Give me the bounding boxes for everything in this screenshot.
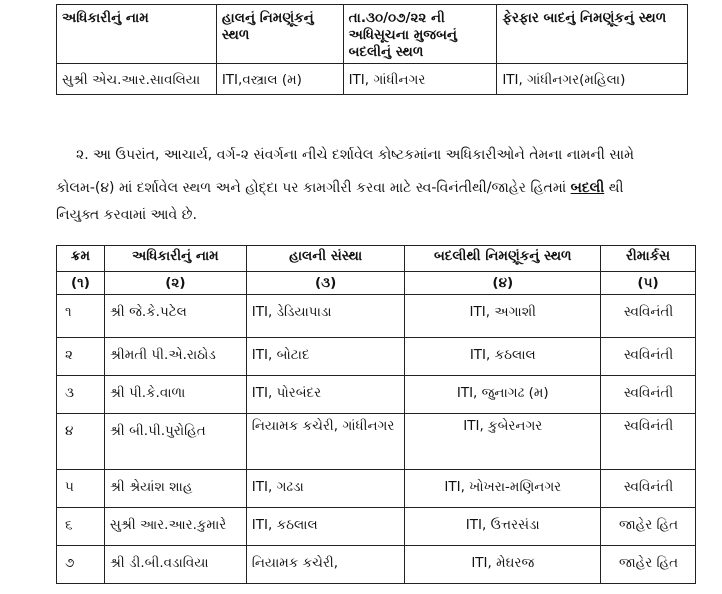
cell-serial: ૩: [57, 376, 105, 414]
cell-serial: ૫: [57, 470, 105, 508]
table-row: [57, 338, 696, 376]
table-row: [57, 376, 696, 414]
header-officer-name: અધિકારીનું નામ: [57, 5, 217, 64]
header-remarks: રીમાર્કસ: [601, 246, 696, 272]
cell-current-institute: ITI, પોરબંદર: [246, 376, 405, 414]
cell-officer-name: સુશ્રી એચ.આર.સાવલિયા: [57, 64, 217, 95]
cell-serial: ૪: [57, 414, 105, 470]
cell-remark: સ્વવિનંતી: [601, 414, 696, 470]
header-current-institute: હાલની સંસ્થા: [246, 246, 405, 272]
cell-serial: ૭: [57, 546, 105, 584]
header-notified-transfer-place: તા.૩૦/૦૭/૨૨ ની અધિસૂચના મુજબનું બદલીનું સ્થળ: [343, 5, 497, 64]
cell-officer-name: શ્રીમતી પી.એ.રાઠોડ: [104, 338, 246, 376]
cell-notified-transfer-place: ITI, ગાંધીનગર: [343, 64, 497, 95]
table-row: [57, 470, 696, 508]
table-row: [57, 414, 696, 470]
cell-current-posting: ITI,વસ્ત્રાલ (મ): [216, 64, 343, 95]
paragraph-line-2: [56, 180, 623, 196]
cell-transfer-place: ITI, મેઘરજ: [405, 546, 601, 584]
cell-remark: જાહેર હિત: [601, 508, 696, 546]
cell-current-institute: નિયામક કચેરી,: [246, 546, 405, 584]
cell-officer-name: શ્રી ડી.બી.વડાવિયા: [104, 546, 246, 584]
table-row: [57, 64, 688, 95]
cell-officer-name: શ્રી પી.કે.વાળા: [104, 376, 246, 414]
header-current-posting: હાલનું નિમણૂંકનું સ્થળ: [216, 5, 343, 64]
table-row: [57, 295, 696, 338]
table-row: [57, 508, 696, 546]
cell-current-institute: ITI, કઠલાલ: [246, 508, 405, 546]
header-serial: ક્રમ: [57, 246, 105, 272]
header-revised-posting: ફેરફાર બાદનું નિમણૂંકનું સ્થળ: [497, 5, 688, 64]
cell-serial: ૨: [57, 338, 105, 376]
header-transfer-place: બદલીથી નિમણૂંકનું સ્થળ: [405, 246, 601, 272]
cell-current-institute: નિયામક કચેરી, ગાંધીનગર: [246, 414, 405, 470]
cell-officer-name: શ્રી બી.પી.પુરોહિત: [104, 414, 246, 470]
header-officer-name: અધિકારીનું નામ: [104, 246, 246, 272]
cell-officer-name: શ્રી જે.કે.પટેલ: [104, 295, 246, 338]
cell-remark: સ્વવિનંતી: [601, 470, 696, 508]
cell-revised-posting: ITI, ગાંધીનગર(મહિલા): [497, 64, 688, 95]
transfer-table: [56, 245, 696, 584]
cell-remark: સ્વવિનંતી: [601, 338, 696, 376]
cell-serial: ૧: [57, 295, 105, 338]
table-header-row: [57, 5, 688, 64]
cell-transfer-place: ITI, જુનાગઢ (મ): [405, 376, 601, 414]
cell-transfer-place: ITI, કુબેરનગર: [405, 414, 601, 470]
cell-current-institute: ITI, ગઢડા: [246, 470, 405, 508]
col-number: (૫): [601, 272, 696, 295]
cell-current-institute: ITI, ડેડિયાપાડા: [246, 295, 405, 338]
col-number: (૧): [57, 272, 105, 295]
cell-transfer-place: ITI, ખોખરા-મણિનગર: [405, 470, 601, 508]
table-header-row: [57, 246, 696, 272]
cell-officer-name: શ્રી શ્રેયાંશ શાહ: [104, 470, 246, 508]
cell-transfer-place: ITI, અગાશી: [405, 295, 601, 338]
paragraph-line-2-text: કોલમ-(૪) માં દર્શાવેલ સ્થળ અને હોદ્દા પર કામગીરી કરવા માટે સ્વ-વિનંતીથી/જાહેર હિતમાં: [56, 180, 571, 196]
prior-transfer-table: [56, 4, 688, 95]
col-number: (૩): [246, 272, 405, 295]
paragraph-line-3: નિયુક્ત કરવામાં આવે છે.: [56, 207, 197, 223]
cell-remark: સ્વવિનંતી: [601, 295, 696, 338]
col-number: (૪): [405, 272, 601, 295]
cell-current-institute: ITI, બોટાદ: [246, 338, 405, 376]
paragraph-line-2-end: થી: [604, 180, 624, 196]
cell-serial: ૬: [57, 508, 105, 546]
cell-transfer-place: ITI, કઠલાલ: [405, 338, 601, 376]
table-row: [57, 546, 696, 584]
cell-officer-name: સુશ્રી આર.આર.કુમારે: [104, 508, 246, 546]
cell-remark: જાહેર હિત: [601, 546, 696, 584]
transfer-emphasis: બદલી: [570, 180, 605, 196]
cell-transfer-place: ITI, ઉત્તરસંડા: [405, 508, 601, 546]
paragraph-line-1: ૨. આ ઉપરાંત, આચાર્ય, વર્ગ-૨ સંવર્ગના નીચે દર્શાવેલ કોષ્ટકમાંના અધિકારીઓને તેમના નામની સામે: [76, 147, 634, 163]
cell-remark: સ્વવિનંતી: [601, 376, 696, 414]
col-number: (૨): [104, 272, 246, 295]
column-number-row: [57, 272, 696, 295]
